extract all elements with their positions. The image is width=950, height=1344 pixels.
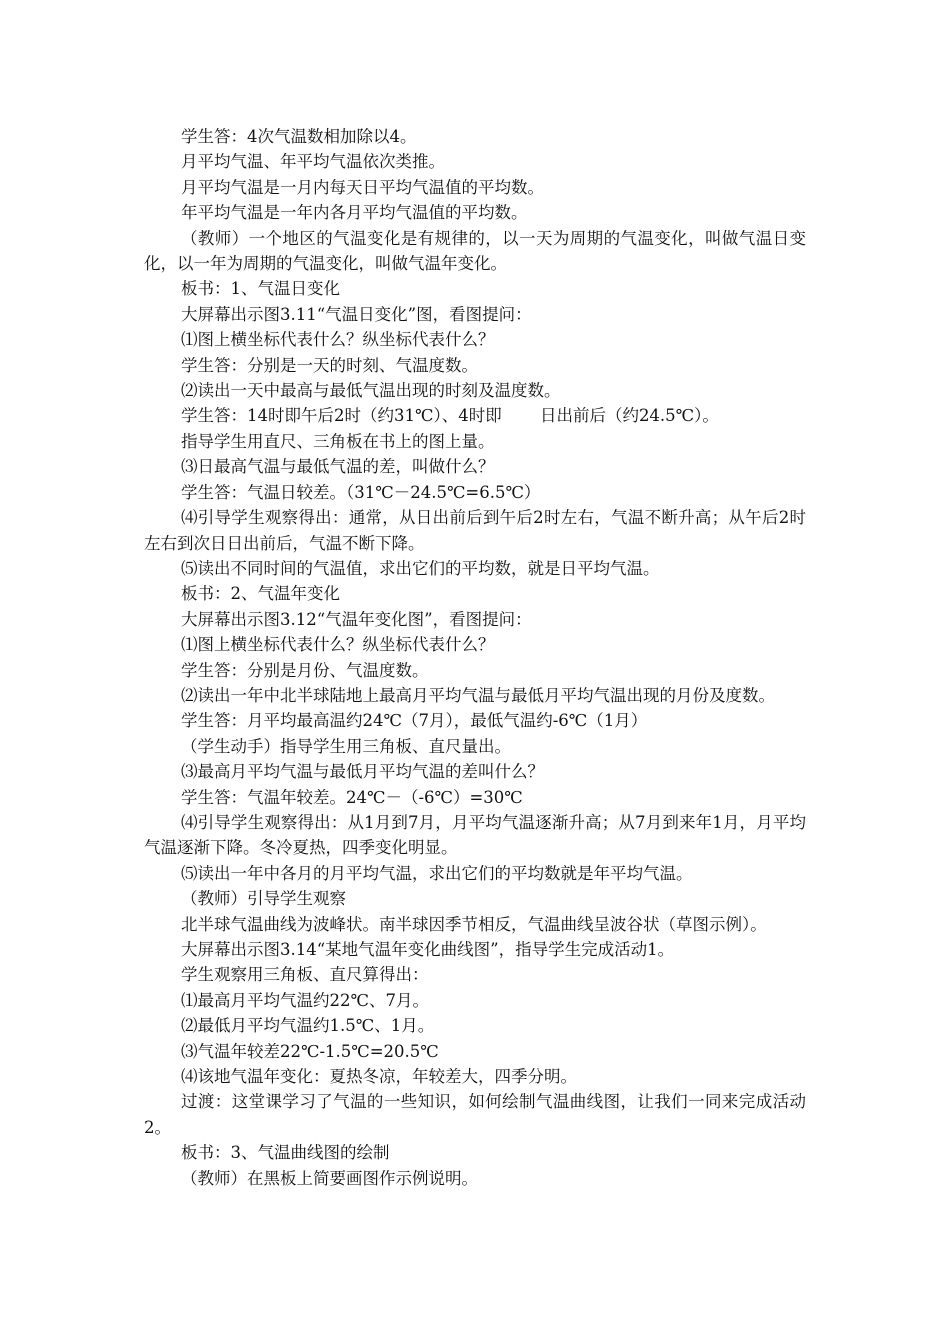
paragraph-8: ⑴图上横坐标代表什么？纵坐标代表什么？ xyxy=(181,330,495,350)
paragraph-28: （教师）引导学生观察 xyxy=(181,889,346,909)
paragraph-20: 学生答：分别是月份、气温度数。 xyxy=(181,660,429,680)
paragraph-6: 板书：1、气温日变化 xyxy=(181,279,340,299)
paragraph-15: ⑷引导学生观察得出：通常，从日出前后到午后2时左右，气温不断升高；从午后2时左右到次日日出前后，气温不断下降。 xyxy=(144,508,806,553)
paragraph-2: 月平均气温、年平均气温依次类推。 xyxy=(181,152,445,172)
paragraph-27: ⑸读出一年中各月的月平均气温，求出它们的平均数就是年平均气温。 xyxy=(181,863,693,883)
paragraph-21: ⑵读出一年中北半球陆地上最高月平均气温与最低月平均气温出现的月份及度数。 xyxy=(181,685,775,705)
paragraph-17: 板书：2、气温年变化 xyxy=(181,584,340,604)
paragraph-33: ⑵最低月平均气温约1.5℃、1月。 xyxy=(181,1016,435,1036)
paragraph-25: 学生答：气温年较差。24℃－（-6℃）=30℃ xyxy=(181,787,523,807)
document-page xyxy=(144,124,806,1191)
paragraph-38: （教师）在黑板上简要画图作示例说明。 xyxy=(181,1168,478,1188)
paragraph-1: 学生答：4次气温数相加除以4。 xyxy=(181,127,417,146)
paragraph-10: ⑵读出一天中最高与最低气温出现的时刻及温度数。 xyxy=(181,381,561,401)
paragraph-36: 过渡：这堂课学习了气温的一些知识，如何绘制气温曲线图，让我们一同来完成活动2。 xyxy=(144,1092,806,1137)
paragraph-32: ⑴最高月平均气温约22℃、7月。 xyxy=(181,990,429,1010)
paragraph-11: 学生答：14时即午后2时（约31℃）、4时即 日出前后（约24.5℃）。 xyxy=(181,406,719,426)
paragraph-34: ⑶气温年较差22℃-1.5℃=20.5℃ xyxy=(181,1041,439,1061)
paragraph-29: 北半球气温曲线为波峰状。南半球因季节相反，气温曲线呈波谷状（草图示例）。 xyxy=(181,914,767,934)
paragraph-16: ⑸读出不同时间的气温值，求出它们的平均数，就是日平均气温。 xyxy=(181,558,660,578)
paragraph-35: ⑷该地气温年变化：夏热冬凉，年较差大，四季分明。 xyxy=(181,1067,577,1087)
paragraph-3: 月平均气温是一月内每天日平均气温值的平均数。 xyxy=(181,177,544,197)
paragraph-24: ⑶最高月平均气温与最低月平均气温的差叫什么？ xyxy=(181,762,544,782)
paragraph-7: 大屏幕出示图3.11“气温日变化”图，看图提问： xyxy=(181,304,532,324)
paragraph-19: ⑴图上横坐标代表什么？纵坐标代表什么？ xyxy=(181,635,495,655)
paragraph-26: ⑷引导学生观察得出：从1月到7月，月平均气温逐渐升高；从7月到来年1月，月平均气温逐渐下降。冬冷夏热，四季变化明显。 xyxy=(144,812,806,858)
paragraph-4: 年平均气温是一年内各月平均气温值的平均数。 xyxy=(181,203,528,223)
paragraph-13: ⑶日最高气温与最低气温的差，叫做什么？ xyxy=(181,457,495,477)
paragraph-9: 学生答：分别是一天的时刻、气温度数。 xyxy=(181,355,478,375)
paragraph-5: （教师）一个地区的气温变化是有规律的，以一天为周期的气温变化，叫做气温日变化，以一年为周期的气温变化，叫做气温年变化。 xyxy=(144,228,806,274)
paragraph-14: 学生答：气温日较差。（31℃－24.5℃=6.5℃） xyxy=(181,482,541,502)
paragraph-18: 大屏幕出示图3.12“气温年变化图”，看图提问： xyxy=(181,609,532,629)
paragraph-12: 指导学生用直尺、三角板在书上的图上量。 xyxy=(181,431,495,451)
paragraph-37: 板书：3、气温曲线图的绘制 xyxy=(181,1143,390,1163)
paragraph-23: （学生动手）指导学生用三角板、直尺量出。 xyxy=(181,736,511,756)
paragraph-22: 学生答：月平均最高温约24℃（7月），最低气温约-6℃（1月） xyxy=(181,711,648,731)
paragraph-31: 学生观察用三角板、直尺算得出： xyxy=(181,965,429,985)
paragraph-30: 大屏幕出示图3.14“某地气温年变化曲线图”，指导学生完成活动1。 xyxy=(181,940,675,959)
